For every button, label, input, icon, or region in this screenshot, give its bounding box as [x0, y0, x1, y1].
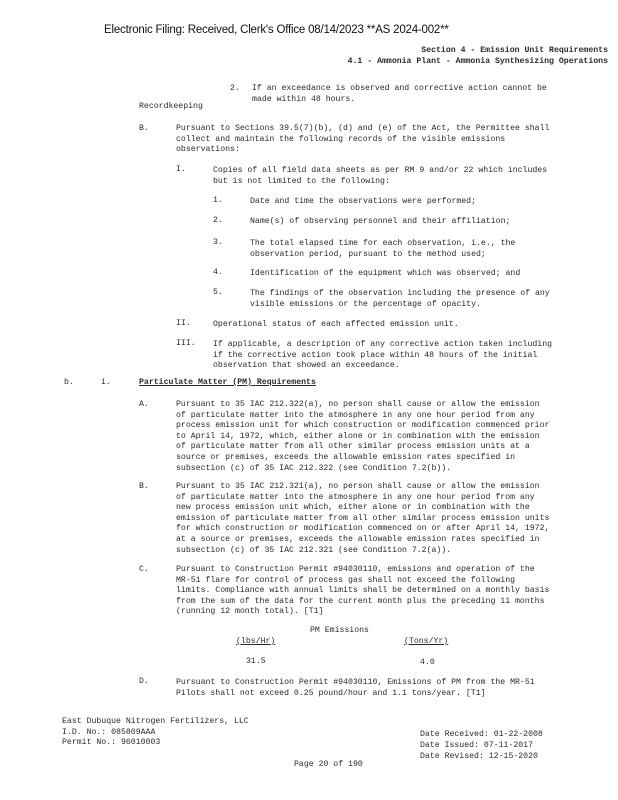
- numbered-item-2-number: 2.: [213, 216, 223, 225]
- section-header-line1: Section 4 - Emission Unit Requirements: [421, 46, 608, 55]
- pm-item-b-label: B.: [139, 482, 149, 491]
- pm-item-b-text: Pursuant to 35 IAC 212.321(a), no person shall cause or allow the emission of particulate matter into the atmosphere in any one hour period from any new process emission unit which, either alone or in combination with the emission of particulate matter from all other similar process emission units for which construction or modification commenced on or after April 14, 1972, at a source or premises, exceeds the allowable emission rates specified in subsection (c) of 35 IAC 212.321 (see Condition 7.2(a)).: [176, 482, 550, 555]
- pm-table-title: PM Emissions: [310, 626, 369, 635]
- footer-id-number: I.D. No.: 085809AAA: [62, 728, 156, 737]
- page-number: Page 20 of 190: [294, 760, 363, 769]
- section-header-line2: 4.1 - Ammonia Plant - Ammonia Synthesizing Operations: [347, 57, 608, 66]
- footer-permit-number: Permit No.: 96010003: [62, 738, 161, 747]
- top-item-text: If an exceedance is observed and corrective action cannot be made within 48 hours.: [252, 84, 547, 104]
- subitem-iii-number: III.: [176, 339, 196, 348]
- numbered-item-1-text: Date and time the observations were performed;: [250, 197, 477, 206]
- pm-table-col1-value: 31.5: [246, 657, 266, 666]
- numbered-item-2-text: Name(s) of observing personnel and their affiliation;: [250, 217, 511, 226]
- subitem-iii-text: If applicable, a description of any corrective action taken including if the corrective action took place within 48 hours of the initial observation that showed an exceedance.: [213, 340, 553, 371]
- pm-table-col2-header: (Tons/Yr): [404, 637, 449, 646]
- pm-item-a-text: Pursuant to 35 IAC 212.322(a), no person shall cause or allow the emission of particulate matter into the atmosphere in any one hour period from any process emission unit for which construction or modification commenced prior to April 14, 1972, which, either alone or in combination with the emission of particulate matter from all other similar process emission units at a source or premises, exceeds the allowable emission rates specified in subsection (c) of 35 IAC 212.322 (see Condition 7.2(b)).: [176, 400, 550, 473]
- top-item-number: 2.: [230, 84, 240, 93]
- pm-item-d-text: Pursuant to Construction Permit #94030110, Emissions of PM from the MR-51 Pilots shall not exceed 0.25 pound/hour and 1.1 tons/year. [T1]: [176, 678, 535, 698]
- pm-table-col1-header: (lbs/Hr): [236, 637, 276, 646]
- pm-item-c-label: C.: [139, 565, 149, 574]
- footer-date-revised: Date Revised: 12-15-2020: [420, 752, 538, 761]
- numbered-item-3-text: The total elapsed time for each observation, i.e., the observation period, pursuant to the method used;: [250, 239, 516, 259]
- item-b-label: B.: [139, 124, 149, 133]
- footer-date-received: Date Received: 01-22-2008: [420, 730, 543, 739]
- subitem-i-text: Copies of all field data sheets as per RM 9 and/or 22 which includes but is not limited to the following:: [213, 166, 548, 186]
- numbered-item-5-number: 5.: [213, 288, 223, 297]
- numbered-item-5-text: The findings of the observation including the presence of any visible emissions or the percentage of opacity.: [250, 289, 550, 309]
- subitem-i-number: I.: [176, 165, 186, 174]
- footer-company: East Dubuque Nitrogen Fertilizers, LLC: [62, 717, 249, 726]
- numbered-item-4-text: Identification of the equipment which was observed; and: [250, 269, 521, 278]
- filing-stamp: Electronic Filing: Received, Clerk's Office 08/14/2023 **AS 2024-002**: [104, 24, 449, 36]
- pm-item-d-label: D.: [139, 677, 149, 686]
- numbered-item-1-number: 1.: [213, 196, 223, 205]
- subitem-ii-text: Operational status of each affected emission unit.: [213, 320, 459, 329]
- section-b-roman: i.: [101, 378, 111, 387]
- recordkeeping-heading: Recordkeeping: [139, 102, 203, 111]
- section-b-label: b.: [64, 378, 74, 387]
- pm-item-a-label: A.: [139, 400, 149, 409]
- pm-requirements-heading: Particulate Matter (PM) Requirements: [139, 378, 316, 387]
- item-b-text: Pursuant to Sections 39.5(7)(b), (d) and (e) of the Act, the Permittee shall collect and maintain the following records of the visible emissions observations:: [176, 124, 550, 155]
- footer-date-issued: Date Issued: 07-11-2017: [420, 741, 534, 750]
- numbered-item-4-number: 4.: [213, 268, 223, 277]
- pm-item-c-text: Pursuant to Construction Permit #94030110, emissions and operation of the MR-51 flare for control of process gas shall not exceed the following limits. Compliance with annual limits shall be determined on a monthly basis from the sum of the data for the current month plus the preceding 11 months (running 12 month total). [T1]: [176, 565, 550, 617]
- pm-table-col2-value: 4.0: [420, 658, 435, 667]
- numbered-item-3-number: 3.: [213, 238, 223, 247]
- subitem-ii-number: II.: [176, 319, 191, 328]
